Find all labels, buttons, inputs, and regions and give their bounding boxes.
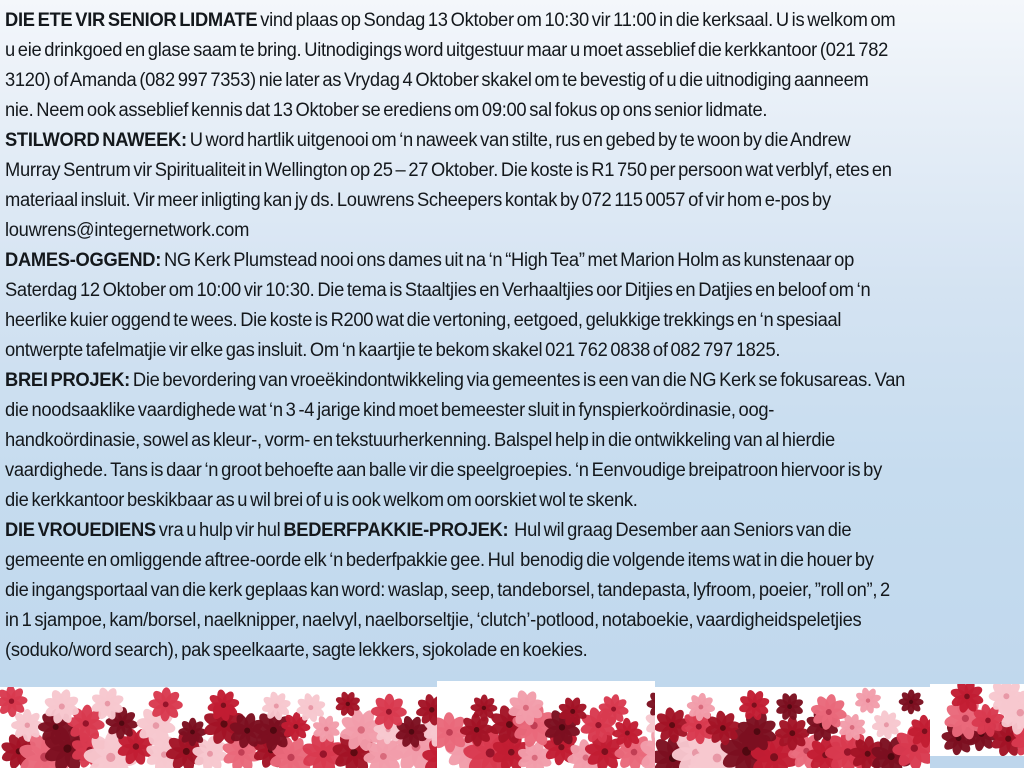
newsletter-text bbox=[5, 6, 1024, 666]
text-line bbox=[5, 546, 973, 576]
flower-icon bbox=[989, 679, 1024, 714]
text-line bbox=[5, 456, 973, 486]
text-line bbox=[5, 396, 973, 426]
text-line bbox=[5, 306, 973, 336]
red-flower-strip-icon bbox=[0, 676, 1024, 768]
text-segment: in 1 sjampoe, kam/borsel, naelknipper, naelvyl, naelborseltjie, ‘clutch’-potlood, notaboekie, vaardigheidspeletjies bbox=[5, 610, 862, 631]
text-line bbox=[5, 366, 973, 396]
section-heading: BREI PROJEK: bbox=[5, 370, 130, 391]
text-line bbox=[5, 66, 973, 96]
text-line bbox=[5, 96, 973, 126]
section-heading: DAMES-OGGEND: bbox=[5, 250, 162, 271]
text-line bbox=[5, 576, 973, 606]
text-line bbox=[5, 126, 973, 156]
text-segment: 3120) of Amanda (082 997 7353) nie later as Vrydag 4 Oktober skakel om te bevestig of u die uitnodiging aanneem bbox=[5, 70, 869, 91]
text-segment: gemeente en omliggende aftree-oorde elk ‘n bederfpakkie gee. Hul benodig die volgende items wat in die houer by bbox=[5, 550, 874, 571]
text-segment: Hul wil graag Desember aan Seniors van die bbox=[508, 520, 852, 541]
flower-tile bbox=[930, 676, 1024, 764]
text-segment: materiaal insluit. Vir meer inligting kan jy ds. Louwrens Scheepers kontak by 072 115 0057 of vir hom e-pos by bbox=[5, 190, 831, 211]
flower-tile bbox=[647, 683, 948, 768]
text-line bbox=[5, 156, 973, 186]
flower-icon bbox=[775, 716, 810, 751]
text-segment: u eie drinkgoed en glase saam te bring. Uitnodigings word uitgestuur maar u moet asseblief die kerkkantoor (021 782 bbox=[5, 40, 889, 61]
text-line bbox=[5, 426, 973, 456]
text-segment: die ingangsportaal van die kerk geplaas kan word: waslap, seep, tandeborsel, tandepasta, lyfroom, poeier, ”roll on”, 2 bbox=[5, 580, 890, 601]
text-segment: heerlike kuier oggend te wees. Die koste is R200 wat die vertoning, eetgoed, gelukkige trekkings en ‘n spesiaal bbox=[5, 310, 842, 331]
text-line bbox=[5, 276, 973, 306]
text-line bbox=[5, 186, 973, 216]
text-line bbox=[5, 636, 973, 666]
text-segment: Murray Sentrum vir Spiritualiteit in Wellington op 25 – 27 Oktober. Die koste is R1 750 per persoon wat verblyf, etes en bbox=[5, 160, 892, 181]
text-line bbox=[5, 606, 973, 636]
text-segment: vra u hulp vir hul bbox=[155, 520, 284, 541]
section-heading: DIE ETE VIR SENIOR LIDMATE bbox=[5, 10, 258, 31]
text-line bbox=[5, 246, 973, 276]
section-heading: STILWORD NAWEEK: bbox=[5, 130, 187, 151]
text-line bbox=[5, 336, 973, 366]
section-heading: BEDERFPAKKIE-PROJEK: bbox=[283, 520, 509, 541]
text-segment: die kerkkantoor beskikbaar as u wil brei of u is ook welkom om oorskiet wol te skenk. bbox=[5, 490, 638, 511]
text-segment: die noodsaaklike vaardighede wat ‘n 3 -4 jarige kind moet bemeester sluit in fynspierkoördinasie, oog- bbox=[5, 400, 775, 421]
text-segment: Saterdag 12 Oktober om 10:00 vir 10:30. Die tema is Staaltjies en Verhaaltjies oor Ditjies en Datjies en beloof om ‘n bbox=[5, 280, 871, 301]
section-heading: DIE VROUEDIENS bbox=[5, 520, 156, 541]
flower-tile bbox=[0, 679, 466, 768]
text-line bbox=[5, 486, 973, 516]
text-segment: vaardighede. Tans is daar ‘n groot behoefte aan balle vir die speelgroepies. ‘n Eenvoudige breipatroon hiervoor is by bbox=[5, 460, 882, 481]
text-segment: handkoördinasie, sowel as kleur-, vorm- en tekstuurherkenning. Balspel help in die ontwikkeling van al hierdie bbox=[5, 430, 835, 451]
text-line bbox=[5, 6, 973, 36]
text-segment: vind plaas op Sondag 13 Oktober om 10:30 vir 11:00 in die kerksaal. U is welkom om bbox=[257, 10, 896, 31]
text-segment: (soduko/word search), pak speelkaarte, sagte lekkers, sjokolade en koekies. bbox=[5, 640, 588, 661]
text-line bbox=[5, 36, 973, 66]
text-segment: NG Kerk Plumstead nooi ons dames uit na ‘n “High Tea” met Marion Holm as kunstenaar op bbox=[161, 250, 854, 271]
text-segment: ontwerpte tafelmatjie vir elke gas insluit. Om ‘n kaartjie te bekom skakel 021 762 0838 of 082 797 1825. bbox=[5, 340, 781, 361]
text-line bbox=[5, 216, 973, 246]
flower-border bbox=[0, 676, 1024, 768]
text-line bbox=[5, 516, 973, 546]
text-segment: Die bevordering van vroeëkindontwikkeling via gemeentes is een van die NG Kerk se fokusareas. Van bbox=[129, 370, 906, 391]
text-segment: nie. Neem ook asseblief kennis dat 13 Oktober se erediens om 09:00 sal fokus op ons senior lidmate. bbox=[5, 100, 768, 121]
text-segment: louwrens@integernetwork.com bbox=[5, 220, 250, 241]
text-segment: U word hartlik uitgenooi om ‘n naweek van stilte, rus en gebed by te woon by die Andrew bbox=[186, 130, 851, 151]
